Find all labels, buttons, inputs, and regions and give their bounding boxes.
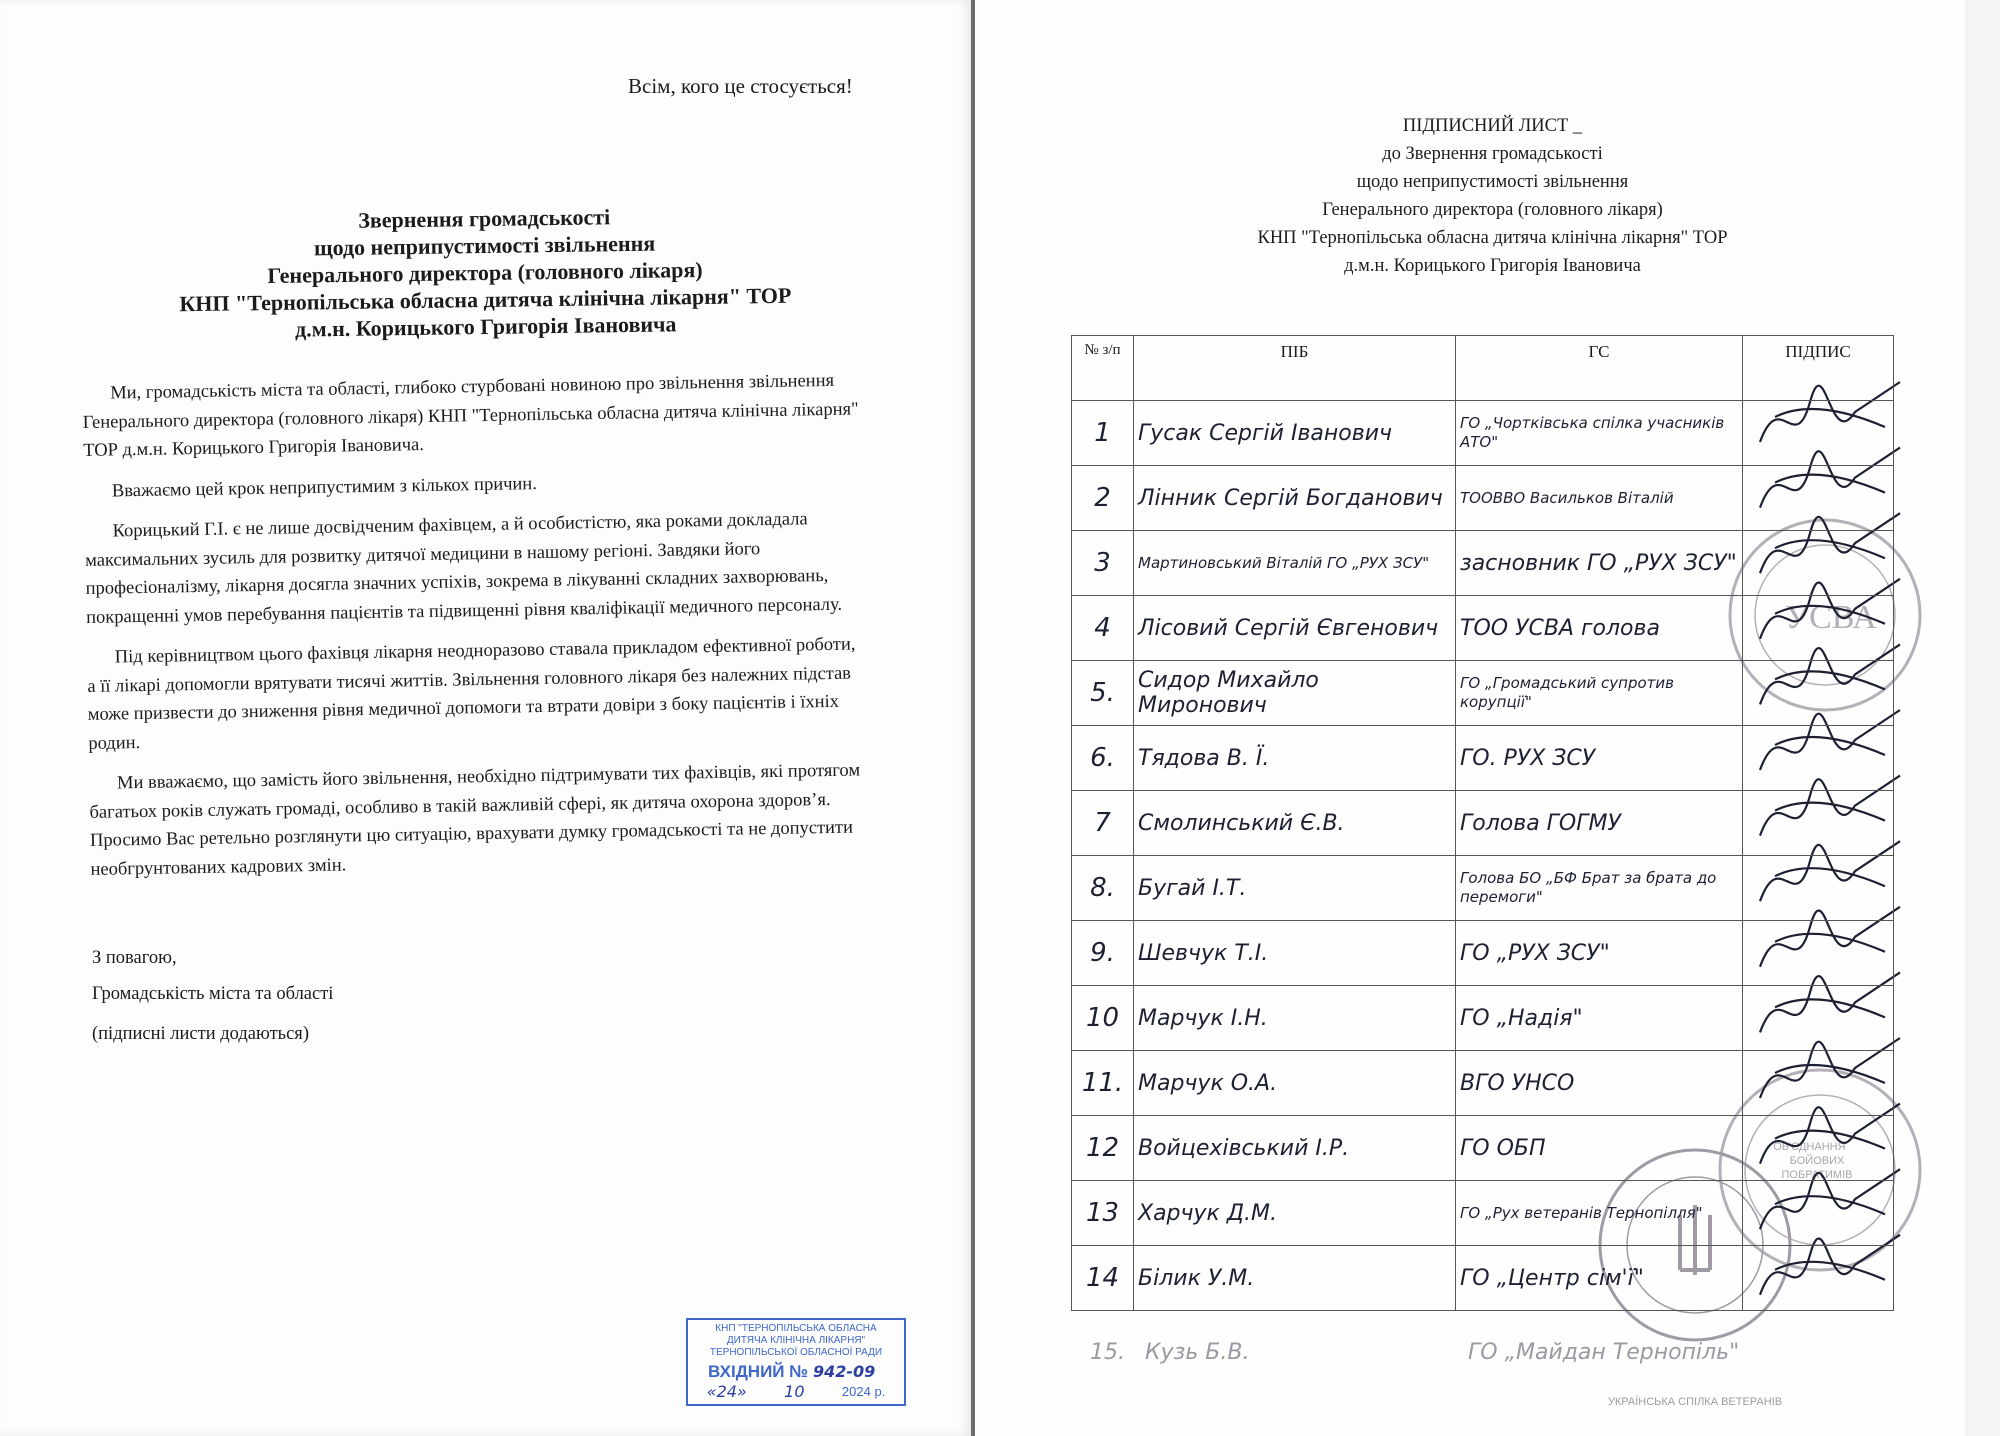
table-row bbox=[1072, 986, 1894, 1051]
appeal-body bbox=[82, 366, 871, 896]
stamp-year: 2024 р. bbox=[841, 1384, 886, 1399]
header-line: КНП "Тернопільська обласна дитяча клінічна лікарня" ТОР bbox=[1257, 228, 1728, 248]
column-header-signature: ПІДПИС bbox=[1743, 336, 1894, 401]
row-signature-cell bbox=[1743, 1051, 1894, 1116]
row-organization: засновник ГО „РУХ ЗСУ" bbox=[1456, 531, 1743, 596]
row-number: 2 bbox=[1072, 466, 1134, 531]
table-row bbox=[1072, 1116, 1894, 1181]
row-name: Марчук О.А. bbox=[1134, 1051, 1456, 1116]
row-organization: ТОО УСВА голова bbox=[1456, 596, 1743, 661]
row-organization: ГО „Центр сім'ї" bbox=[1456, 1246, 1743, 1311]
signature-sheet-header bbox=[1100, 112, 1885, 280]
row-name: Сидор Михайло Миронович bbox=[1134, 661, 1456, 726]
row-name: Лісовий Сергій Євгенович bbox=[1134, 596, 1456, 661]
row-number: 7 bbox=[1072, 791, 1134, 856]
paragraph: Під керівництвом цього фахівця лікарня неодноразово ставала прикладом ефективної роботи, а її лікарі допомогли врятувати тисячі життів. Звільнення головного лікаря без належних підстав може призвести до зниження рівня медичної допомоги та втрати довіри з боку пацієнтів і їхніх родин. bbox=[87, 634, 856, 754]
table-row bbox=[1072, 1246, 1894, 1311]
row-organization: ГО „Чортківська спілка учасників АТО" bbox=[1456, 401, 1743, 466]
signature-table bbox=[1071, 335, 1894, 1311]
row-number: 11. bbox=[1072, 1051, 1134, 1116]
title-line: Генерального директора (головного лікаря) bbox=[267, 256, 703, 289]
stamp-month: 10 bbox=[784, 1382, 805, 1401]
row-signature-cell bbox=[1743, 531, 1894, 596]
row-signature-cell bbox=[1743, 466, 1894, 531]
stamp-number: 942-09 bbox=[812, 1362, 876, 1381]
extra-row-org: ГО „Майдан Тернопіль" bbox=[1468, 1340, 1740, 1365]
table-row bbox=[1072, 791, 1894, 856]
title-line: Звернення громадськості bbox=[358, 204, 611, 233]
paragraph: Ми, громадськість міста та області, глибоко стурбовані новиною про звільнення звільнення Генерального директора (головного лікаря) КНП "Тернопільська обласна дитяча клінічна лікарня" ТОР д.м.н. Корицького Григорія Івановича. bbox=[82, 370, 859, 461]
row-number: 10 bbox=[1072, 986, 1134, 1051]
paragraph: Корицький Г.І. є не лише досвідченим фахівцем, а й особистістю, яка роками докладала максимальних зусиль для розвитку дитячої медицини в нашому регіоні. Завдяки його професіоналізму, лікарня досягла значних успіхів, зокрема в лікуванні складних захворювань, покращенні умов перебування пацієнтів та підвищенні рівня кваліфікації медичного персоналу. bbox=[84, 509, 843, 628]
row-signature-cell bbox=[1743, 1181, 1894, 1246]
row-name: Смолинський Є.В. bbox=[1134, 791, 1456, 856]
table-row bbox=[1072, 401, 1894, 466]
paragraph: Вважаємо цей крок неприпустимим з кількох причин. bbox=[111, 473, 538, 501]
column-header-name: ПІБ bbox=[1134, 336, 1456, 401]
stamp-line: ДИТЯЧА КЛІНІЧНА ЛІКАРНЯ" bbox=[726, 1335, 866, 1346]
row-signature-cell bbox=[1743, 1246, 1894, 1311]
incoming-registration-stamp bbox=[686, 1318, 906, 1406]
row-number: 1 bbox=[1072, 401, 1134, 466]
stamp-number-row bbox=[688, 1362, 904, 1382]
row-number: 5. bbox=[1072, 661, 1134, 726]
stamp-line: ТЕРНОПІЛЬСЬКОЇ ОБЛАСНОЇ РАДИ bbox=[709, 1347, 883, 1358]
closing-signatory: Громадськість міста та області bbox=[92, 984, 334, 1004]
row-signature-cell bbox=[1743, 596, 1894, 661]
seal-text: УКРАЇНСЬКА СПІЛКА ВЕТЕРАНІВ bbox=[1607, 1396, 1783, 1408]
row-organization: ГО „Громадський супротив корупції" bbox=[1456, 661, 1743, 726]
table-row bbox=[1072, 466, 1894, 531]
row-name: Шевчук Т.І. bbox=[1134, 921, 1456, 986]
extra-row-number: 15. bbox=[1090, 1340, 1125, 1365]
row-name: Харчук Д.М. bbox=[1134, 1181, 1456, 1246]
row-name: Войцехівський І.Р. bbox=[1134, 1116, 1456, 1181]
row-signature-cell bbox=[1743, 921, 1894, 986]
row-number: 14 bbox=[1072, 1246, 1134, 1311]
row-name: Лінник Сергій Богданович bbox=[1134, 466, 1456, 531]
seal-text-line: БОЙОВИХ bbox=[1789, 1155, 1845, 1167]
row-number: 12 bbox=[1072, 1116, 1134, 1181]
seal-text: УСВА bbox=[1785, 599, 1877, 636]
row-organization: ГО „РУХ ЗСУ" bbox=[1456, 921, 1743, 986]
row-number: 8. bbox=[1072, 856, 1134, 921]
title-line: щодо неприпустимості звільнення bbox=[313, 230, 656, 261]
row-signature-cell bbox=[1743, 661, 1894, 726]
stamp-day: «24» bbox=[706, 1382, 747, 1401]
appeal-title bbox=[79, 199, 891, 345]
table-row bbox=[1072, 1181, 1894, 1246]
row-number: 13 bbox=[1072, 1181, 1134, 1246]
table-row bbox=[1072, 1051, 1894, 1116]
column-header-org: ГС bbox=[1456, 336, 1743, 401]
row-organization: ГО „Надія" bbox=[1456, 986, 1743, 1051]
title-line: д.м.н. Корицького Григорія Івановича bbox=[294, 311, 677, 342]
row-organization: Голова БО „БФ Брат за брата до перемоги" bbox=[1456, 856, 1743, 921]
row-signature-cell bbox=[1743, 791, 1894, 856]
seal-text-line: ОБ'ЄДНАННЯ bbox=[1773, 1141, 1846, 1153]
row-name: Марчук І.Н. bbox=[1134, 986, 1456, 1051]
table-row bbox=[1072, 531, 1894, 596]
row-organization: ГО „Рух ветеранів Тернопілля" bbox=[1456, 1181, 1743, 1246]
row-signature-cell bbox=[1743, 726, 1894, 791]
header-line: щодо неприпустимості звільнення bbox=[1356, 172, 1629, 192]
stamp-line: КНП "ТЕРНОПІЛЬСЬКА ОБЛАСНА bbox=[715, 1323, 877, 1334]
row-signature-cell bbox=[1743, 856, 1894, 921]
table-row bbox=[1072, 596, 1894, 661]
closing-note: (підписні листи додаються) bbox=[92, 1024, 309, 1044]
greeting: Всім, кого це стосується! bbox=[628, 74, 853, 98]
row-organization: Голова ГОГМУ bbox=[1456, 791, 1743, 856]
header-line: ПІДПИСНИЙ ЛИСТ _ bbox=[1402, 116, 1583, 136]
row-signature-cell bbox=[1743, 1116, 1894, 1181]
row-organization: ГО ОБП bbox=[1456, 1116, 1743, 1181]
row-number: 9. bbox=[1072, 921, 1134, 986]
table-row bbox=[1072, 921, 1894, 986]
row-signature-cell bbox=[1743, 401, 1894, 466]
row-name: Бугай І.Т. bbox=[1134, 856, 1456, 921]
paragraph: Ми вважаємо, що замість його звільнення, необхідно підтримувати тих фахівців, які протягом багатьох років служать громаді, особливо в такій важливій сфері, як дитяча охорона здоров’я. Просимо Вас ретельно розглянути цю ситуацію, врахувати думку громадськості та не допустити необгрунтованих кадрових змін. bbox=[89, 760, 861, 880]
row-name: Білик У.М. bbox=[1134, 1246, 1456, 1311]
row-name: Гусак Сергій Іванович bbox=[1134, 401, 1456, 466]
closing-regards: З повагою, bbox=[92, 948, 177, 968]
row-number: 6. bbox=[1072, 726, 1134, 791]
table-row bbox=[1072, 661, 1894, 726]
stamp-date-row bbox=[688, 1382, 904, 1402]
table-row bbox=[1072, 856, 1894, 921]
row-number: 3 bbox=[1072, 531, 1134, 596]
header-line: до Звернення громадськості bbox=[1382, 144, 1603, 164]
row-number: 4 bbox=[1072, 596, 1134, 661]
header-line: д.м.н. Корицького Григорія Івановича bbox=[1344, 256, 1641, 276]
row-name: Тядова В. Ї. bbox=[1134, 726, 1456, 791]
table-header-row bbox=[1072, 336, 1894, 401]
table-row bbox=[1072, 726, 1894, 791]
appeal-page bbox=[0, 0, 972, 1436]
seal-text-line: ПОБРАТИМІВ bbox=[1781, 1169, 1853, 1181]
row-organization: ГО. РУХ ЗСУ bbox=[1456, 726, 1743, 791]
column-header-number: № з/п bbox=[1072, 336, 1134, 401]
extra-row-name: Кузь Б.В. bbox=[1145, 1340, 1250, 1365]
row-name: Мартиновський Віталій ГО „РУХ ЗСУ" bbox=[1134, 531, 1456, 596]
stamp-label: ВХІДНИЙ № bbox=[708, 1362, 809, 1381]
title-line: КНП "Тернопільська обласна дитяча клінічна лікарня" ТОР bbox=[179, 282, 792, 317]
row-organization: ТООВВО Васильков Віталій bbox=[1456, 466, 1743, 531]
header-line: Генерального директора (головного лікаря) bbox=[1322, 200, 1663, 220]
row-signature-cell bbox=[1743, 986, 1894, 1051]
row-organization: ВГО УНСО bbox=[1456, 1051, 1743, 1116]
